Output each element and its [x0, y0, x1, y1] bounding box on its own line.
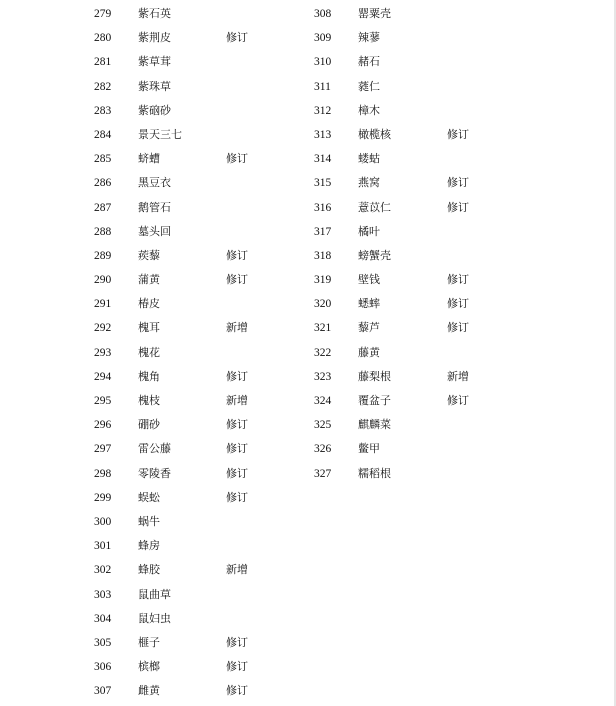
- entry-name: 蜗牛: [138, 514, 160, 528]
- entry-name: 螃蟹壳: [358, 248, 391, 262]
- entry-name: 燕窝: [358, 176, 380, 190]
- entry-number: 284: [94, 128, 112, 141]
- entry-status-note: 修订: [226, 635, 248, 649]
- entry-number: 307: [94, 685, 112, 698]
- entry-name: 橄榄核: [358, 127, 391, 141]
- entry-name: 槐花: [138, 345, 160, 359]
- entry-name: 鳖甲: [358, 442, 380, 456]
- entry-name: 糯稻根: [358, 466, 391, 480]
- entry-number: 327: [314, 467, 332, 480]
- entry-number: 305: [94, 636, 112, 649]
- entry-name: 辣蓼: [358, 31, 380, 45]
- entry-number: 290: [94, 274, 112, 287]
- entry-number: 287: [94, 201, 112, 214]
- entry-name: 蜂房: [138, 539, 160, 553]
- entry-name: 蛴螬: [138, 152, 160, 166]
- entry-name: 紫草茸: [138, 55, 171, 69]
- entry-name: 蜈蚣: [138, 490, 160, 504]
- entry-name: 鼠妇虫: [138, 611, 171, 625]
- entry-number: 325: [314, 419, 332, 432]
- entry-name: 槐耳: [138, 321, 160, 335]
- entry-number: 301: [94, 540, 112, 553]
- entry-number: 308: [314, 8, 332, 20]
- entry-number: 309: [314, 32, 332, 45]
- entry-name: 紫硇砂: [138, 103, 171, 117]
- entry-number: 310: [314, 56, 332, 69]
- entry-number: 316: [314, 201, 332, 214]
- entry-number: 292: [94, 322, 112, 335]
- entry-number: 299: [94, 491, 112, 504]
- entry-status-note: 新增: [226, 394, 248, 407]
- entry-number: 313: [314, 128, 332, 141]
- entry-name: 槟榔: [138, 660, 160, 674]
- entry-number: 321: [314, 322, 332, 335]
- entry-status-note: 修订: [226, 490, 248, 504]
- entry-number: 326: [314, 443, 332, 456]
- entry-number: 291: [94, 298, 112, 311]
- entry-name: 鹅管石: [138, 200, 171, 214]
- entry-number: 306: [94, 661, 112, 674]
- entry-status-note: 修订: [226, 660, 248, 674]
- entry-name: 罂粟壳: [358, 7, 391, 20]
- entry-status-note: 修订: [447, 394, 469, 407]
- entry-number: 311: [314, 80, 331, 93]
- entry-name: 壁钱: [358, 273, 380, 287]
- entry-status-note: 修订: [447, 273, 469, 287]
- entry-number: 303: [94, 588, 112, 601]
- entry-name: 零陵香: [138, 466, 171, 480]
- entry-name: 赭石: [358, 55, 380, 69]
- entry-status-note: 修订: [447, 176, 469, 190]
- entry-status-note: 修订: [447, 200, 469, 214]
- entry-number: 315: [314, 177, 332, 190]
- entry-name: 雷公藤: [138, 442, 171, 456]
- entry-number: 298: [94, 467, 112, 480]
- entry-name: 蜂胶: [138, 563, 160, 577]
- entry-name: 紫荆皮: [138, 31, 171, 45]
- entry-status-note: 修订: [447, 297, 469, 311]
- entry-number: 295: [94, 395, 112, 407]
- entry-name: 硼砂: [138, 418, 160, 432]
- entry-name: 橘叶: [358, 224, 380, 238]
- entry-number: 294: [94, 370, 112, 383]
- entry-number: 323: [314, 370, 332, 383]
- entry-name: 麒麟菜: [358, 418, 391, 432]
- entry-number: 314: [314, 153, 332, 166]
- entry-name: 墓头回: [138, 224, 171, 238]
- entry-name: 榧子: [138, 635, 160, 649]
- entry-name: 蝼蛄: [358, 152, 380, 166]
- entry-name: 藤梨根: [358, 369, 391, 383]
- entry-status-note: 修订: [226, 684, 248, 698]
- entry-number: 312: [314, 104, 332, 117]
- entry-number: 297: [94, 443, 112, 456]
- entry-number: 319: [314, 274, 332, 287]
- entry-number: 280: [94, 32, 112, 45]
- entry-status-note: 新增: [447, 369, 469, 383]
- entry-name: 藜芦: [358, 321, 380, 335]
- entry-status-note: 修订: [226, 152, 248, 166]
- entry-status-note: 修订: [447, 321, 469, 335]
- entry-name: 蒺藜: [138, 248, 160, 262]
- entry-status-note: 修订: [226, 442, 248, 456]
- entry-number: 302: [94, 564, 112, 577]
- entry-status-note: 修订: [226, 369, 248, 383]
- entry-status-note: 修订: [226, 248, 248, 262]
- entry-number: 320: [314, 298, 332, 311]
- entry-name: 槐枝: [138, 394, 160, 407]
- entry-name: 蟋蟀: [358, 297, 380, 311]
- entry-number: 317: [314, 225, 332, 238]
- entry-number: 285: [94, 153, 112, 166]
- entry-number: 288: [94, 225, 112, 238]
- entry-status-note: 修订: [447, 127, 469, 141]
- entry-name: 紫珠草: [138, 79, 171, 93]
- entry-name: 覆盆子: [358, 394, 391, 407]
- entry-number: 293: [94, 346, 112, 359]
- entry-name: 蒲黄: [138, 273, 160, 287]
- entry-number: 304: [94, 612, 112, 625]
- entry-status-note: 修订: [226, 466, 248, 480]
- entry-name: 鼠曲草: [138, 587, 171, 601]
- entry-number: 282: [94, 80, 112, 93]
- entry-number: 286: [94, 177, 112, 190]
- entry-name: 樟木: [358, 103, 380, 117]
- entry-status-note: 新增: [226, 321, 248, 335]
- entry-name: 槐角: [138, 369, 160, 383]
- entry-number: 281: [94, 56, 112, 69]
- entry-name: 薏苡仁: [358, 200, 391, 214]
- entry-name: 黑豆衣: [138, 176, 171, 190]
- entry-number: 318: [314, 249, 332, 262]
- entry-name: 藤黄: [358, 345, 380, 359]
- entry-name: 雌黄: [138, 684, 160, 698]
- entry-status-note: 修订: [226, 31, 248, 45]
- entry-name: 紫石英: [138, 7, 171, 20]
- entry-name: 椿皮: [138, 297, 160, 311]
- entry-number: 289: [94, 249, 112, 262]
- entry-status-note: 修订: [226, 273, 248, 287]
- entry-name: 蕤仁: [358, 79, 380, 93]
- entry-name: 景天三七: [138, 127, 182, 141]
- entry-number: 279: [94, 8, 112, 20]
- entry-number: 300: [94, 515, 112, 528]
- entry-status-note: 修订: [226, 418, 248, 432]
- entry-number: 283: [94, 104, 112, 117]
- entry-status-note: 新增: [226, 563, 248, 577]
- entry-number: 324: [314, 395, 332, 407]
- entry-number: 322: [314, 346, 332, 359]
- entry-number: 296: [94, 419, 112, 432]
